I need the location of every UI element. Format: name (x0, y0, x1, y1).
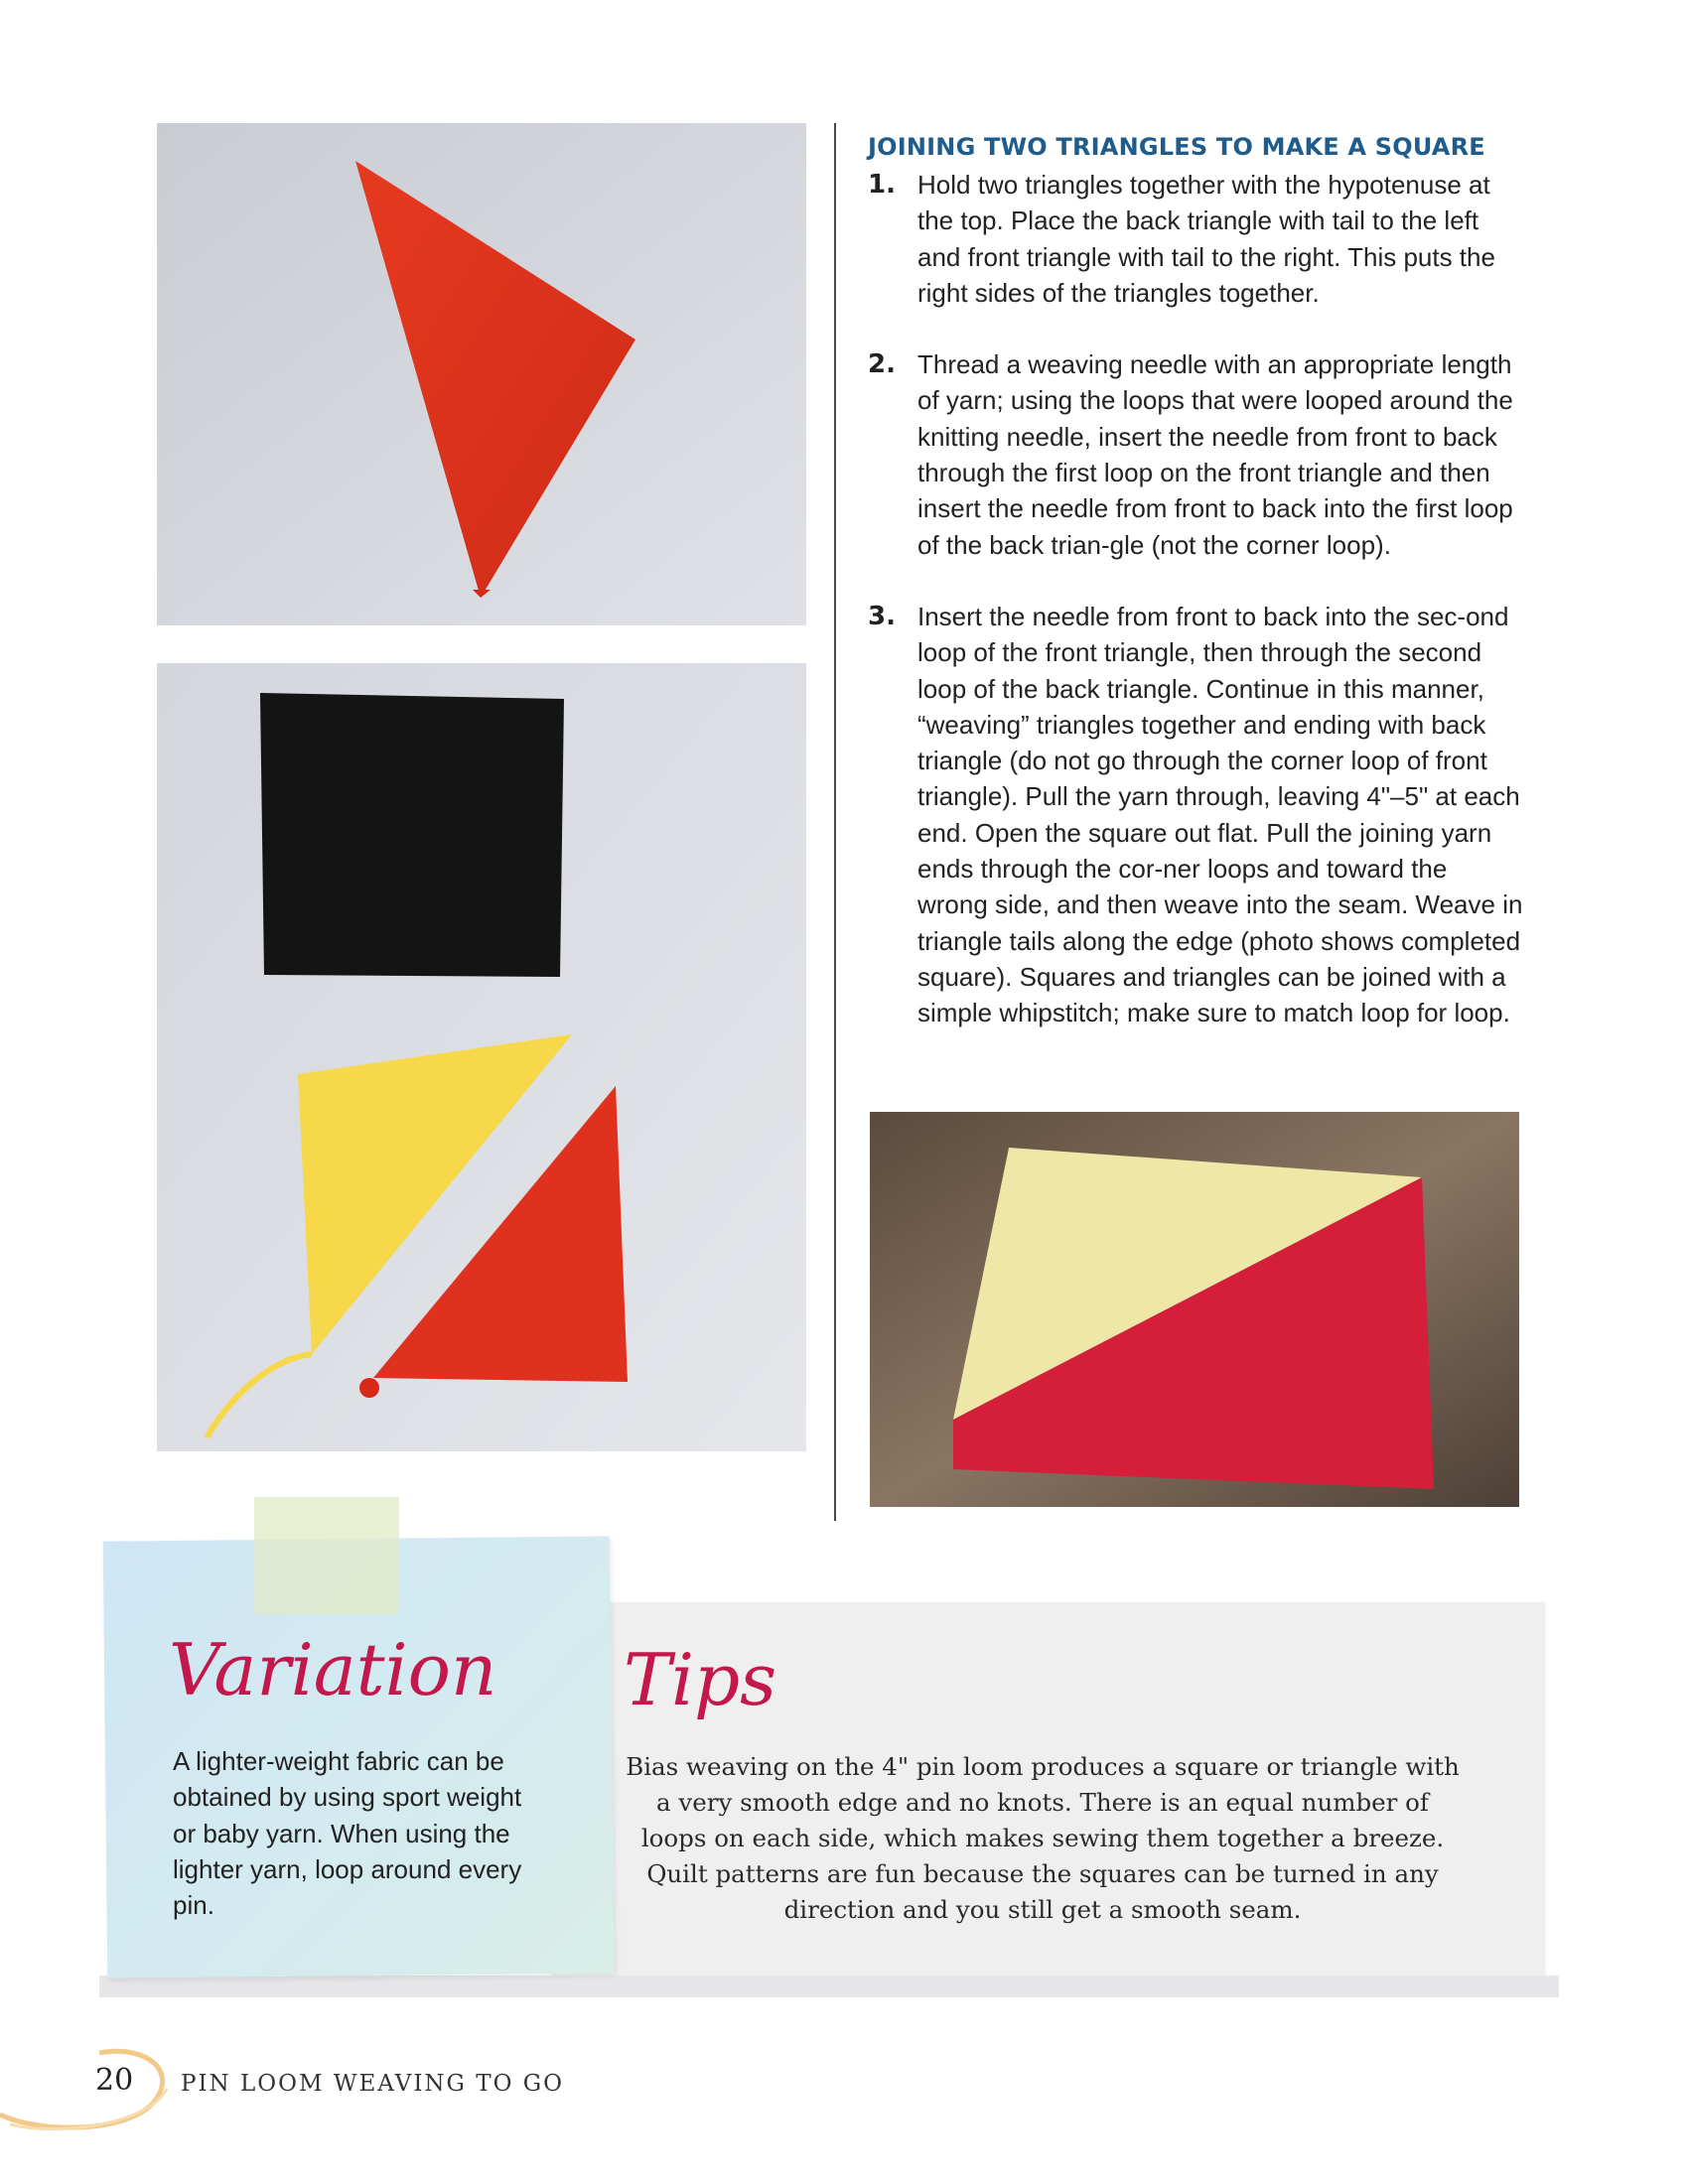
variation-text: A lighter-weight fabric can be obtained by using sport weight or baby yarn. When using the lighter yarn, loop around every pin. (173, 1746, 522, 1921)
photo-red-triangle (157, 123, 806, 625)
black-square (260, 693, 564, 977)
photo-finished-square (870, 1112, 1519, 1507)
variation-title: Variation (169, 1628, 497, 1711)
step-number: 3. (868, 601, 896, 631)
step-text: Thread a weaving needle with an appropriate length of yarn; using the loops that were looped around the knitting needle, insert the needle from front to back through the first loop on the front triangle and then insert the needle from front to back into the first loop of the back trian-gle (not the corner loop). (917, 349, 1513, 560)
step-text: Insert the needle from front to back into the sec-ond loop of the front triangle, then through the second loop of the back triangle. Continue in this manner, “weaving” triangles together and ending with back triangle (do not go through the corner loop of front triangle). Pull the yarn through, leaving 4"–5" at each end. Open the square out flat. Pull the joining yarn ends through the cor-ner loops and toward the wrong side, and then weave into the seam. Weave in triangle tails along the edge (photo shows completed square). Squares and triangles can be joined with a simple whipstitch; make sure to match loop for loop. (917, 601, 1523, 1028)
column-divider (834, 123, 836, 1521)
instructions (868, 133, 1523, 1031)
running-head: PIN LOOM WEAVING TO GO (181, 2071, 564, 2097)
instruction-step (868, 346, 1523, 563)
instructions-heading: JOINING TWO TRIANGLES TO MAKE A SQUARE (868, 133, 1485, 161)
tips-text: Bias weaving on the 4" pin loom produces a square or triangle with a very smooth edge and no knots. There is an equal number of loops on each side, which makes sewing them together a breeze. Quilt patterns are fun because the squares can be turned in any direction and you still get a smooth seam. (626, 1752, 1460, 1924)
instruction-step (868, 167, 1523, 311)
step-number: 1. (868, 170, 896, 200)
page-number: 20 (95, 2063, 134, 2098)
step-text: Hold two triangles together with the hypotenuse at the top. Place the back triangle with tail to the left and front triangle with tail to the right. This puts the right sides of the triangles together. (917, 170, 1495, 308)
step-number: 2. (868, 349, 896, 380)
torn-paper-edge (99, 1976, 1559, 1997)
tape-strip (254, 1497, 399, 1614)
instruction-step (868, 599, 1523, 1031)
photo-square-and-triangles (157, 663, 806, 1451)
tips-title: Tips (624, 1638, 777, 1721)
